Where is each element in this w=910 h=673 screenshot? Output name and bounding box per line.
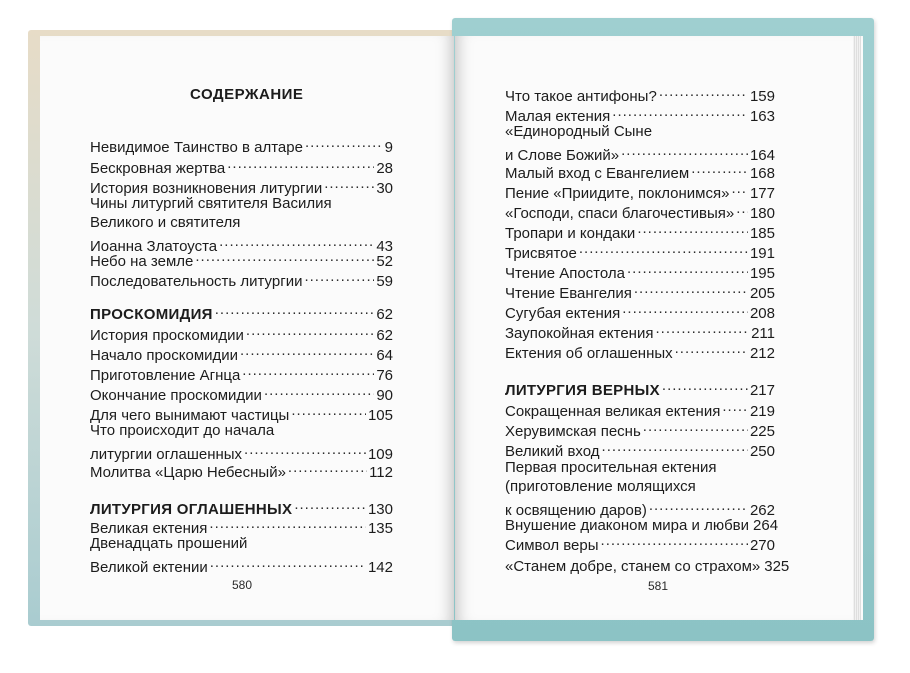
- toc-page-number: 159: [749, 88, 775, 105]
- toc-entry-title: Первая просительная ектения: [505, 459, 717, 476]
- toc-entry: [90, 534, 393, 577]
- toc-entry-title: Приготовление Агнца: [90, 367, 241, 384]
- toc-leader-dots: [622, 299, 748, 318]
- toc-line: [90, 267, 393, 291]
- toc-entry-title: Чины литургий святителя Василия: [90, 195, 332, 212]
- toc-entry-title: Ектения об оглашенных: [505, 345, 673, 362]
- toc-entry-title: Для чего вынимают частицы: [90, 407, 290, 424]
- toc-entry-title: История возникновения литургии: [90, 180, 323, 197]
- page-edges: [853, 36, 861, 620]
- toc-page-number: 76: [376, 367, 393, 384]
- toc-entry-title: Внушение диаконом мира и любви: [505, 517, 750, 534]
- toc-line: [505, 122, 775, 141]
- toc-page-number: 112: [369, 464, 393, 481]
- toc-leader-dots: [601, 531, 748, 550]
- toc-leader-dots: [731, 179, 748, 198]
- toc-entry: [505, 552, 790, 576]
- contents-heading: СОДЕРЖАНИЕ: [190, 86, 304, 103]
- toc-line: [505, 477, 775, 496]
- toc-leader-dots: [244, 440, 366, 459]
- toc-page-number: 59: [376, 273, 393, 290]
- toc-leader-dots: [291, 401, 366, 420]
- toc-leader-dots: [324, 174, 374, 193]
- toc-entry-title: Чтение Апостола: [505, 265, 625, 282]
- toc-leader-dots: [242, 361, 374, 380]
- toc-line: [505, 552, 790, 576]
- toc-page-number: 225: [749, 423, 775, 440]
- toc-line: [90, 213, 393, 232]
- toc-page-number: 62: [376, 327, 393, 344]
- page-number-right: 581: [648, 579, 669, 593]
- toc-entry-title: Сокращенная великая ектения: [505, 403, 721, 420]
- toc-line: [90, 421, 393, 440]
- toc-entry-title: Херувимская песнь: [505, 423, 641, 440]
- toc-entry: [505, 339, 775, 363]
- toc-leader-dots: [246, 321, 374, 340]
- toc-entry-title: Малая ектения: [505, 108, 611, 125]
- toc-line: [505, 458, 775, 477]
- toc-entry-title: «Единородный Сыне: [505, 123, 653, 140]
- toc-leader-dots: [736, 199, 748, 218]
- toc-page-number: 168: [749, 165, 775, 182]
- toc-entry-title: Что такое антифоны?: [505, 88, 657, 105]
- toc-page-number: 325: [764, 558, 790, 575]
- toc-leader-dots: [227, 154, 374, 173]
- toc-leader-dots: [659, 82, 748, 101]
- toc-page-number: 142: [367, 559, 393, 576]
- toc-entry-title: Тропари и кондаки: [505, 225, 636, 242]
- toc-entry-title: Великой ектении: [90, 559, 208, 576]
- toc-leader-dots: [621, 141, 748, 160]
- toc-leader-dots: [304, 267, 374, 286]
- toc-page-number: 264: [753, 517, 779, 534]
- toc-entry-title: Чтение Евангелия: [505, 285, 632, 302]
- toc-entry-title: Малый вход с Евангелием: [505, 165, 690, 182]
- toc-page-number: 30: [376, 180, 393, 197]
- toc-page-number: 270: [749, 537, 775, 554]
- toc-leader-dots: [722, 397, 748, 416]
- toc-page-number: 52: [376, 253, 393, 270]
- toc-leader-dots: [209, 514, 366, 533]
- toc-entry-title: Последовательность литургии: [90, 273, 303, 290]
- toc-leader-dots: [662, 376, 748, 395]
- toc-entry-title: «Станем добре, станем со страхом»: [505, 558, 761, 575]
- toc-leader-dots: [691, 159, 748, 178]
- toc-entry-title: История проскомидии: [90, 327, 244, 344]
- toc-line: [90, 194, 393, 213]
- toc-entry-title: Символ веры: [505, 537, 599, 554]
- toc-entry-title: ЛИТУРГИЯ ОГЛАШЕННЫХ: [90, 501, 293, 518]
- toc-entry-title: Небо на земле: [90, 253, 194, 270]
- toc-leader-dots: [288, 458, 367, 477]
- toc-leader-dots: [264, 381, 374, 400]
- toc-page-number: 109: [367, 446, 393, 463]
- toc-entry-title: Бескровная жертва: [90, 160, 226, 177]
- toc-leader-dots: [215, 300, 375, 319]
- toc-page-number: 62: [376, 306, 393, 323]
- toc-entry-title: Окончание проскомидии: [90, 387, 262, 404]
- toc-entry-title: Молитва «Царю Небесный»: [90, 464, 286, 481]
- toc-leader-dots: [195, 247, 374, 266]
- toc-entry-title: ЛИТУРГИЯ ВЕРНЫХ: [505, 382, 660, 399]
- toc-entry-title: Великого и святителя: [90, 214, 241, 231]
- toc-line: [90, 458, 393, 482]
- toc-entry-title: Невидимое Таинство в алтаре: [90, 139, 303, 156]
- toc-leader-dots: [643, 417, 748, 436]
- toc-page-number: 135: [367, 520, 393, 537]
- toc-page-number: 43: [376, 238, 393, 255]
- toc-leader-dots: [655, 319, 749, 338]
- toc-leader-dots: [305, 133, 383, 152]
- toc-entry-title: Великий вход: [505, 443, 600, 460]
- toc-entry-title: Иоанна Златоуста: [90, 238, 218, 255]
- toc-line: [90, 534, 393, 553]
- toc-page-number: 163: [749, 108, 775, 125]
- toc-page-number: 180: [749, 205, 775, 222]
- toc-page-number: 205: [749, 285, 775, 302]
- toc-entry-title: и Слове Божий»: [505, 147, 620, 164]
- toc-page-number: 105: [367, 407, 393, 424]
- toc-entry: [90, 267, 393, 291]
- toc-entry-title: Трисвятое: [505, 245, 577, 262]
- toc-leader-dots: [579, 239, 748, 258]
- toc-entry-title: Заупокойная ектения: [505, 325, 654, 342]
- toc-line: [505, 339, 775, 363]
- toc-page-number: 195: [749, 265, 775, 282]
- toc-entry: [90, 458, 393, 482]
- toc-leader-dots: [637, 219, 748, 238]
- toc-entry-title: Пение «Приидите, поклонимся»: [505, 185, 730, 202]
- toc-page-number: 28: [376, 160, 393, 177]
- toc-page-number: 90: [376, 387, 393, 404]
- toc-page-number: 130: [367, 501, 393, 518]
- toc-page-number: 250: [749, 443, 775, 460]
- toc-leader-dots: [675, 339, 748, 358]
- toc-entry-title: ПРОСКОМИДИЯ: [90, 306, 213, 323]
- toc-page-number: 191: [749, 245, 775, 262]
- toc-page-number: 9: [384, 139, 393, 156]
- toc-entry-title: Двенадцать прошений: [90, 535, 248, 552]
- toc-page-number: 164: [749, 147, 775, 164]
- toc-leader-dots: [612, 102, 748, 121]
- toc-entry-title: Великая ектения: [90, 520, 208, 537]
- toc-entry-title: Сугубая ектения: [505, 305, 621, 322]
- toc-leader-dots: [627, 259, 748, 278]
- toc-page-number: 208: [749, 305, 775, 322]
- toc-page-number: 262: [749, 502, 775, 519]
- toc-line: [90, 553, 393, 577]
- toc-page-number: 177: [749, 185, 775, 202]
- toc-entry-title: (приготовление молящихся: [505, 478, 696, 495]
- toc-leader-dots: [602, 437, 748, 456]
- toc-leader-dots: [634, 279, 748, 298]
- toc-leader-dots: [240, 341, 374, 360]
- toc-entry-title: Начало проскомидии: [90, 347, 239, 364]
- toc-entry-title: литургии оглашенных: [90, 446, 243, 463]
- toc-entry-title: «Господи, спаси благочестивыя»: [505, 205, 735, 222]
- toc-leader-dots: [294, 495, 366, 514]
- toc-entry-title: к освящению даров): [505, 502, 647, 519]
- toc-entry-title: Что происходит до начала: [90, 422, 275, 439]
- page-number-left: 580: [232, 578, 253, 592]
- toc-leader-dots: [210, 553, 366, 572]
- toc-page-number: 64: [376, 347, 393, 364]
- toc-page-number: 212: [749, 345, 775, 362]
- toc-page-number: 217: [749, 382, 775, 399]
- toc-page-number: 185: [749, 225, 775, 242]
- toc-page-number: 211: [751, 325, 775, 342]
- toc-page-number: 219: [749, 403, 775, 420]
